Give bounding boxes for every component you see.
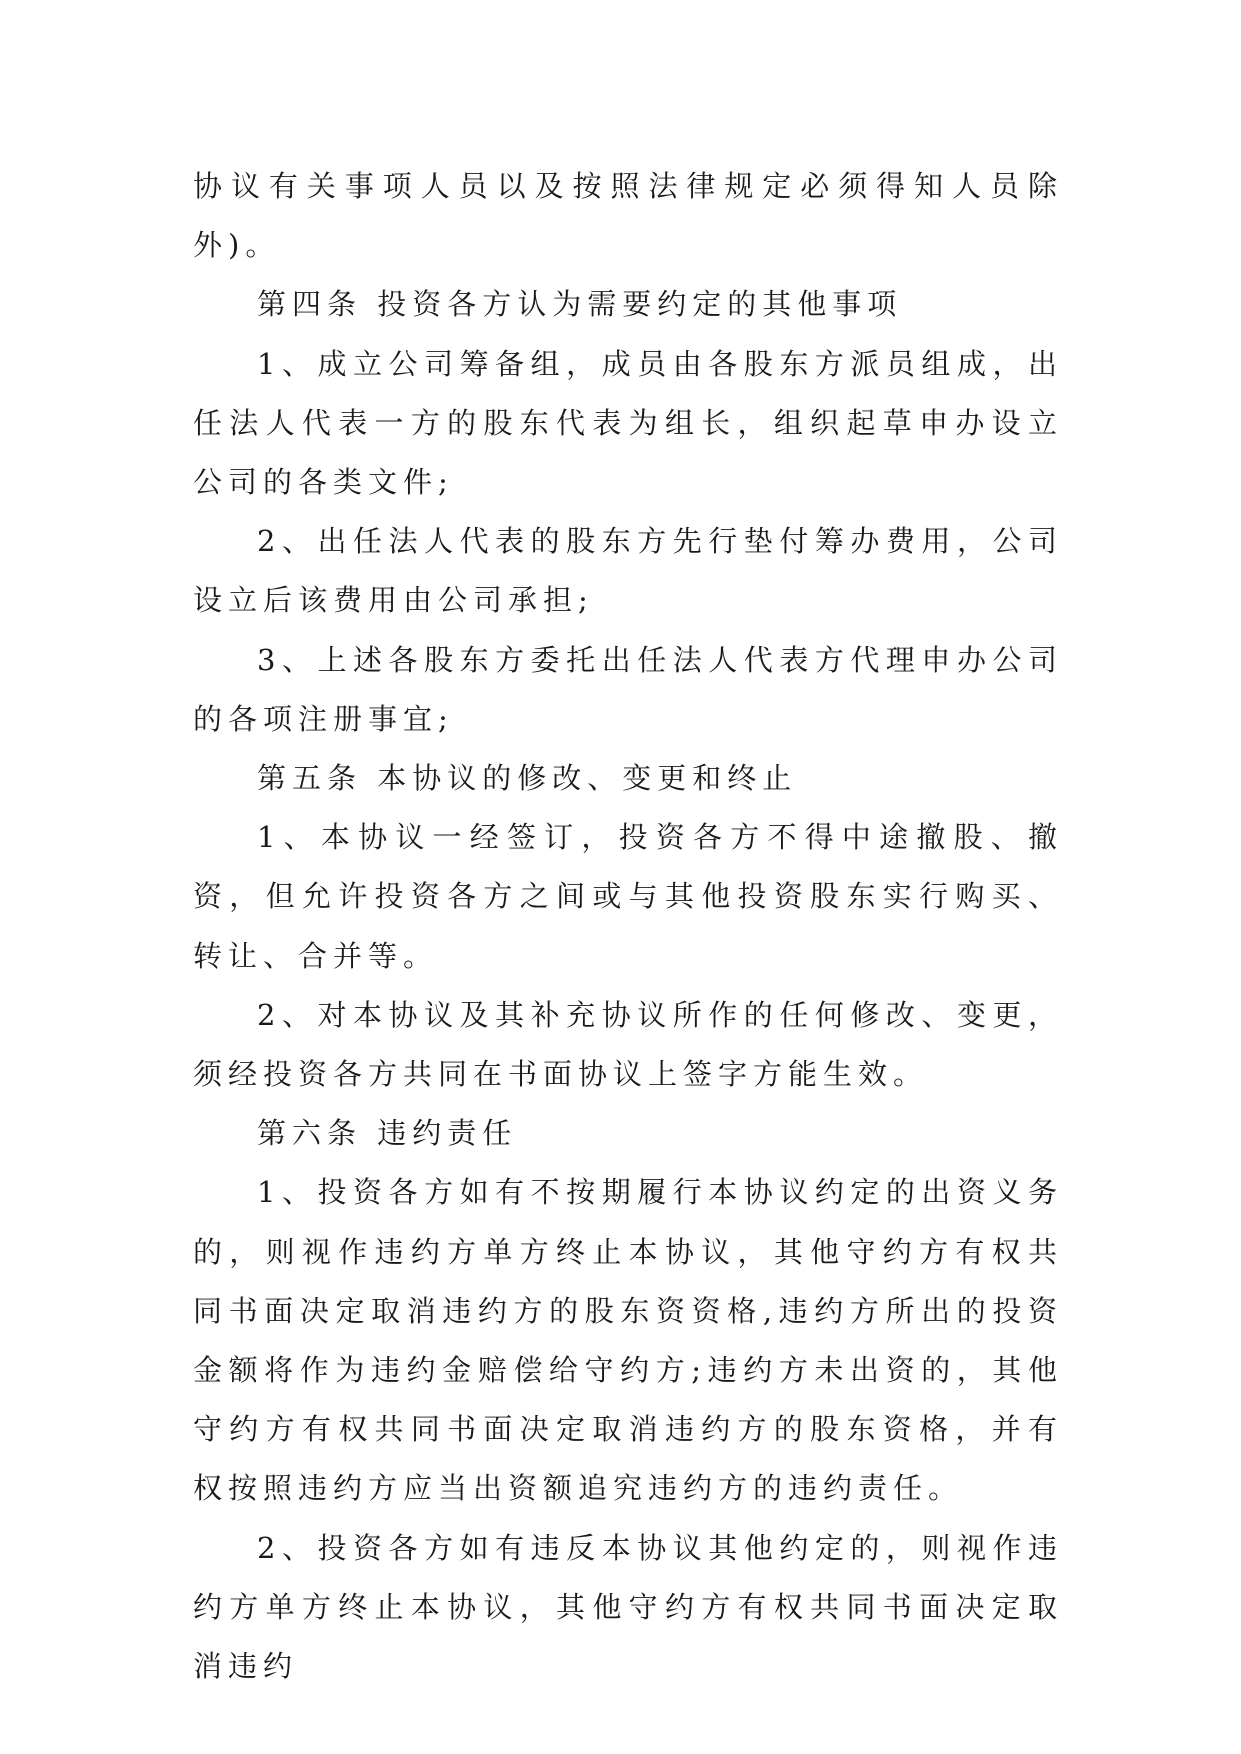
- article-six-heading: 第六条 违约责任: [257, 1116, 518, 1151]
- article-six-item-2: 2、投资各方如有违反本协议其他约定的，则视作违约方单方终止本协议，其他守约方有权共同书面决定取消违约: [193, 1530, 1063, 1684]
- article-four-heading: 第四条 投资各方认为需要约定的其他事项: [257, 287, 903, 322]
- article-five-item-1: 1、本协议一经签订，投资各方不得中途撤股、撤资，但允许投资各方之间或与其他投资股东实行购买、转让、合并等。: [193, 820, 1063, 973]
- article-six-item-1: 1、投资各方如有不按期履行本协议约定的出资义务的，则视作违约方单方终止本协议，其他守约方有权共同书面决定取消违约方的股东资资格,违约方所出的投资金额将作为违约金赔偿给守约方;违约方未出资的，其他守约方有权共同书面决定取消违约方的股东资格，并有权按照违约方应当出资额追究违约方的违约责任。: [193, 1175, 1063, 1506]
- article-four-item-1: 1、成立公司筹备组，成员由各股东方派员组成，出任法人代表一方的股东代表为组长，组织起草申办设立公司的各类文件;: [193, 346, 1063, 500]
- article-five-item-2: 2、对本协议及其补充协议所作的任何修改、变更，须经投资各方共同在书面协议上签字方能生效。: [193, 997, 1063, 1092]
- paragraph-continuation: 协议有关事项人员以及按照法律规定必须得知人员除外)。: [193, 169, 1063, 263]
- document-body: [193, 157, 1063, 1696]
- article-four-item-2: 2、出任法人代表的股东方先行垫付筹办费用，公司设立后该费用由公司承担;: [193, 524, 1063, 618]
- article-four-item-3: 3、上述各股东方委托出任法人代表方代理申办公司的各项注册事宜;: [193, 642, 1063, 736]
- article-five-heading: 第五条 本协议的修改、变更和终止: [257, 761, 798, 796]
